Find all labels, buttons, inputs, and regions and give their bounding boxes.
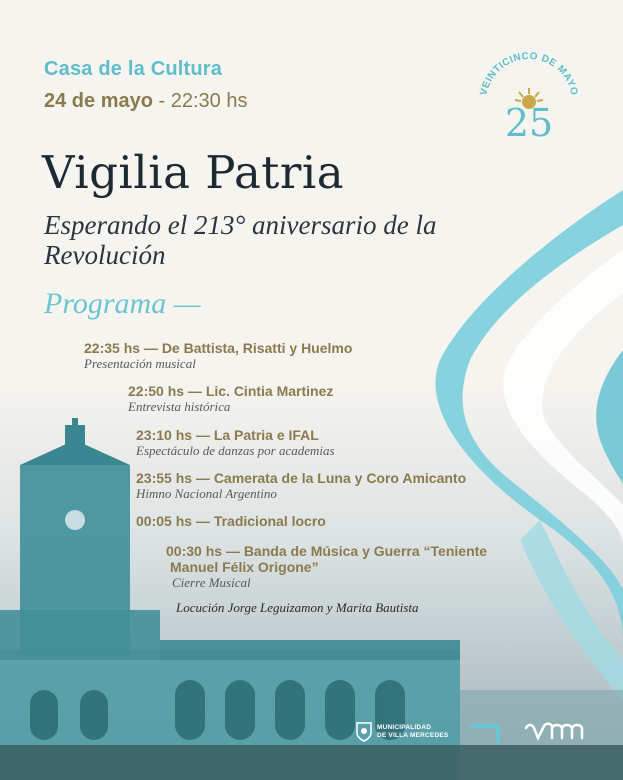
datetime-separator: -	[152, 90, 171, 112]
event-datetime	[44, 90, 247, 113]
program-heading: Programa —	[44, 287, 201, 320]
shield-icon	[356, 722, 372, 742]
municipalidad-logo	[356, 722, 448, 742]
muni-line2: DE VILLA MERCEDES	[377, 732, 449, 739]
program-item-subtitle: Espectáculo de danzas por academias	[136, 443, 335, 458]
program-item	[84, 340, 352, 371]
program-item-subtitle: Cierre Musical	[172, 575, 251, 590]
program-item	[128, 383, 333, 414]
corner-mark-icon	[470, 724, 500, 744]
vm-logo-icon	[524, 722, 588, 742]
program-item-title-line2: Manuel Félix Origone”	[170, 559, 319, 575]
badge-arc-text: VEINTICINCO DE MAYO	[478, 50, 580, 97]
event-date: 24 de mayo	[44, 90, 153, 112]
program-item-title: 22:50 hs — Lic. Cintia Martinez	[128, 383, 334, 399]
program-item-title: 23:10 hs — La Patria e IFAL	[136, 427, 319, 443]
program-item-title: 23:55 hs — Camerata de la Luna y Coro Amicanto	[136, 470, 467, 486]
program-item-title: 22:35 hs — De Battista, Risatti y Huelmo	[84, 340, 353, 356]
badge-number: 25	[504, 101, 554, 145]
credits: Locución Jorge Leguizamon y Marita Bautista	[176, 600, 419, 615]
program-item	[136, 470, 466, 501]
event-subtitle: Esperando el 213° aniversario de la Revolución	[44, 210, 437, 270]
event-title: Vigilia Patria	[42, 146, 345, 199]
program-item-subtitle: Himno Nacional Argentino	[136, 486, 277, 501]
muni-line1: MUNICIPALIDAD	[377, 724, 432, 731]
program-item-title: 00:30 hs — Banda de Música y Guerra “Teniente	[166, 543, 488, 559]
venue: Casa de la Cultura	[44, 58, 223, 80]
program-item	[136, 427, 335, 458]
program-item-subtitle: Presentación musical	[84, 356, 196, 371]
program-item-subtitle: Entrevista histórica	[128, 399, 231, 414]
program-item	[136, 513, 326, 529]
veinticinco-de-mayo-badge	[474, 40, 584, 150]
program-item	[166, 543, 487, 590]
event-time: 22:30 hs	[170, 90, 248, 112]
program-item-title: 00:05 hs — Tradicional locro	[136, 513, 326, 529]
